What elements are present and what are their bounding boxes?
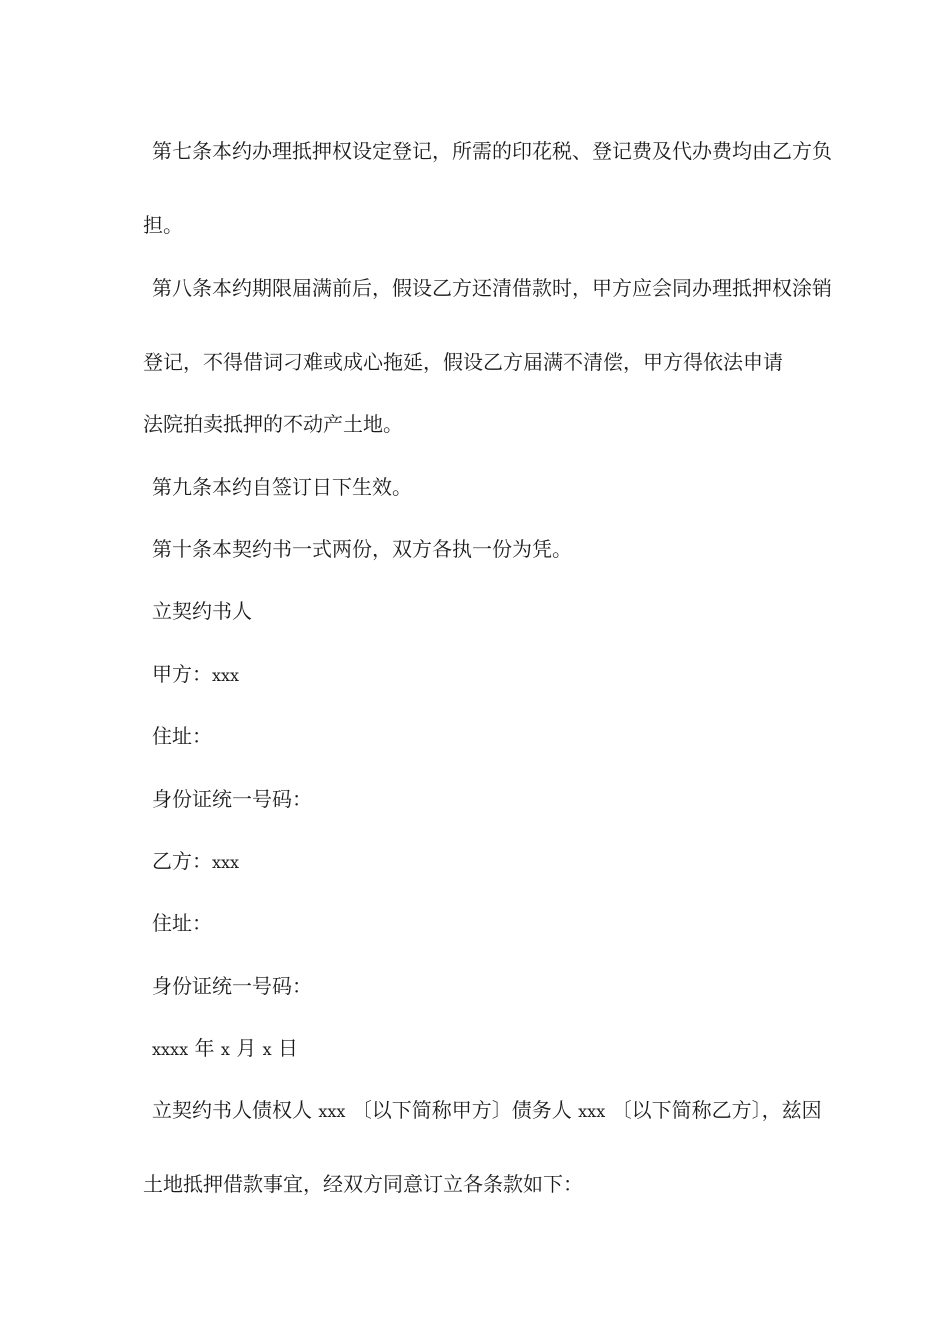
party-a-id-number: 身份证统一号码：	[152, 787, 312, 811]
party-b-row	[152, 847, 239, 877]
date-month-char: 月	[236, 1036, 257, 1060]
intro-part-2: 〔以下简称甲方〕债务人	[351, 1098, 572, 1122]
party-a-row	[152, 660, 239, 690]
signing-date	[152, 1034, 298, 1064]
intro-part-1: 立契约书人债权人	[152, 1098, 312, 1122]
intro-line-2: 土地抵押借款事宜，经双方同意订立各条款如下：	[143, 1172, 583, 1196]
debtor-name: xxx	[578, 1102, 606, 1121]
article-7-line-1: 第七条本约办理抵押权设定登记，所需的印花税、登记费及代办费均由乙方负	[152, 139, 832, 163]
date-day-char: 日	[277, 1036, 298, 1060]
article-8-line-2: 登记，不得借词刁难或成心拖延，假设乙方届满不清偿，甲方得依法申请	[143, 350, 783, 374]
intro-part-3: 〔以下简称乙方〕，兹因	[611, 1098, 822, 1122]
article-9: 第九条本约自签订日下生效。	[152, 475, 412, 499]
date-month: x	[220, 1040, 230, 1059]
party-b-address: 住址：	[152, 911, 212, 935]
party-b-name: xxx	[212, 853, 240, 872]
party-b-label: 乙方：	[152, 849, 212, 873]
article-7-line-2: 担。	[143, 213, 183, 237]
date-day: x	[262, 1040, 272, 1059]
signatories-heading: 立契约书人	[152, 599, 252, 623]
date-year-char: 年	[194, 1036, 215, 1060]
date-year: xxxx	[152, 1040, 189, 1059]
creditor-name: xxx	[318, 1102, 346, 1121]
party-b-id-number: 身份证统一号码：	[152, 974, 312, 998]
article-8-line-3: 法院拍卖抵押的不动产土地。	[143, 412, 403, 436]
party-a-label: 甲方：	[152, 662, 212, 686]
intro-line-1	[152, 1096, 822, 1126]
party-a-name: xxx	[212, 666, 240, 685]
article-10: 第十条本契约书一式两份，双方各执一份为凭。	[152, 537, 572, 561]
party-a-address: 住址：	[152, 724, 212, 748]
article-8-line-1: 第八条本约期限届满前后，假设乙方还清借款时，甲方应会同办理抵押权涂销	[152, 276, 832, 300]
